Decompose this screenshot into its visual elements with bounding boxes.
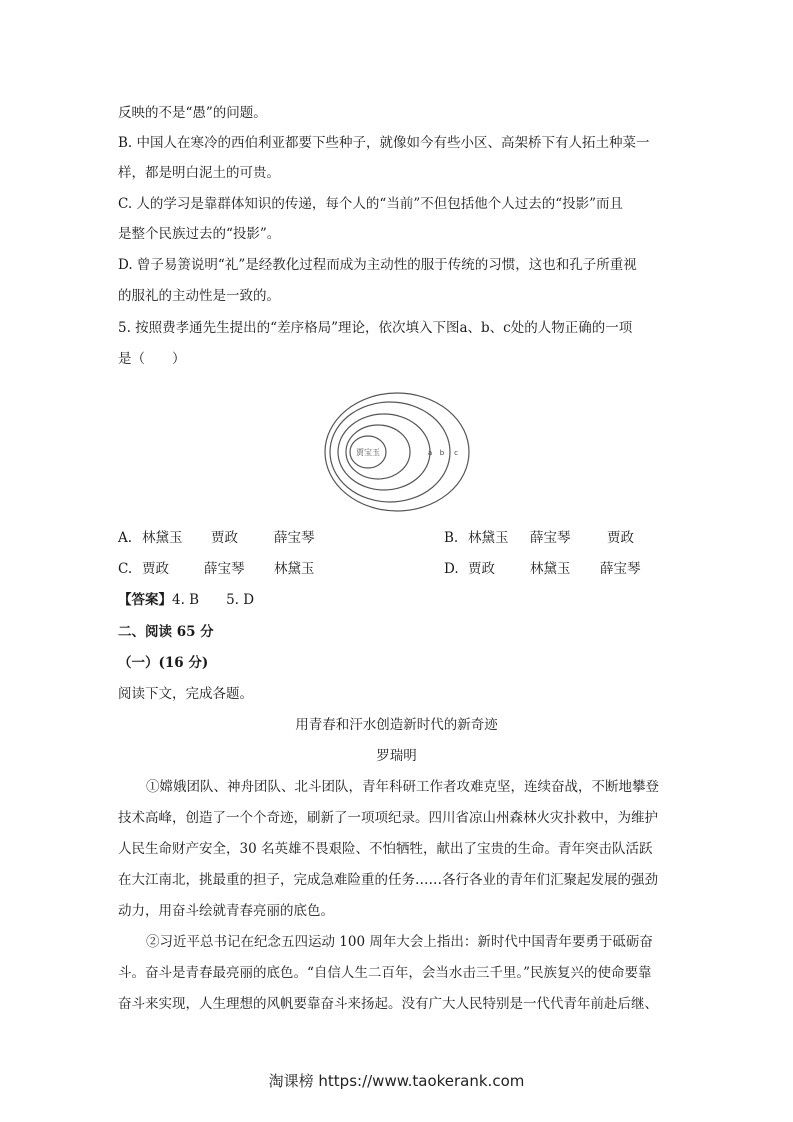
question-5-text: 5. 按照费孝通先生提出的“差序格局”理论，依次填入下图a、b、c处的人物正确的一项 <box>118 320 633 336</box>
option-c-key: C. <box>118 561 133 577</box>
option-d-item-2: 林黛玉 <box>530 561 571 577</box>
answer-text: 4. B 5. D <box>172 592 255 608</box>
paragraph-2-line: 斗。奋斗是青春最亮丽的底色。“自信人生二百年，会当水击三千里。”民族复兴的使命要靠 <box>118 965 652 981</box>
concentric-circles-diagram <box>322 390 472 514</box>
subsection-heading: （一）(16 分) <box>118 655 209 671</box>
paragraph-1-line: 动力，用奋斗绘就青春亮丽的底色。 <box>118 903 334 919</box>
label-c: c <box>454 449 458 457</box>
label-b: b <box>439 449 445 457</box>
instruction: 阅读下文，完成各题。 <box>118 686 253 702</box>
paragraph-2-line: ②习近平总书记在纪念五四运动 100 周年大会上指出：新时代中国青年要勇于砥砺奋 <box>146 934 653 950</box>
text-line: 的服礼的主动性是一致的。 <box>118 288 280 304</box>
text-line: 反映的不是“愚”的问题。 <box>118 105 267 121</box>
option-c-text: C. 人的学习是靠群体知识的传递，每个人的“当前”不但包括他个人过去的“投影”而且 <box>118 196 624 212</box>
option-d-text: D. 曾子易箦说明“礼”是经教化过程而成为主动性的服于传统的习惯，这也和孔子所重视 <box>118 257 637 273</box>
article-title: 用青春和汗水创造新时代的新奇迹 <box>295 717 498 733</box>
option-b-item-2: 薛宝琴 <box>530 530 571 546</box>
paragraph-1-line: ①嫦娥团队、神舟团队、北斗团队，青年科研工作者攻难克坚，连续奋战，不断地攀登 <box>146 779 659 795</box>
option-c-item-2: 薛宝琴 <box>204 561 245 577</box>
section-heading: 二、阅读 65 分 <box>118 624 214 640</box>
footer-watermark: 淘课榜 https://www.taokerank.com <box>268 1072 525 1090</box>
option-b-item-1: 林黛玉 <box>468 530 509 546</box>
option-a-item-2: 贾政 <box>211 530 238 546</box>
center-label: 贾宝玉 <box>356 448 380 457</box>
text-line: 样，都是明白泥土的可贵。 <box>118 165 280 181</box>
paragraph-1-line: 在大江南北，挑最重的担子，完成急难险重的任务……各行各业的青年们汇聚起发展的强劲 <box>118 872 658 888</box>
option-a-item-1: 林黛玉 <box>142 530 183 546</box>
option-b-key: B. <box>444 530 459 546</box>
paragraph-2-line: 奋斗来实现，人生理想的风帆要靠奋斗来扬起。没有广大人民特别是一代代青年前赴后继、 <box>118 996 658 1012</box>
text-line: 是整个民族过去的“投影”。 <box>118 226 281 242</box>
option-a-item-3: 薛宝琴 <box>274 530 315 546</box>
paragraph-1-line: 技术高峰，创造了一个个奇迹，刷新了一项项纪录。四川省凉山州森林火灾扑救中，为维护 <box>118 810 658 826</box>
answer-line <box>118 590 254 610</box>
option-d-key: D. <box>444 561 459 577</box>
option-d-item-1: 贾政 <box>468 561 495 577</box>
option-a-key: A. <box>118 530 133 546</box>
paragraph-1-line: 人民生命财产安全，30 名英雄不畏艰险、不怕牺牲，献出了宝贵的生命。青年突击队活跃 <box>118 841 653 857</box>
option-d-item-3: 薛宝琴 <box>600 561 641 577</box>
text-line: 是（ ） <box>118 351 186 367</box>
article-author: 罗瑞明 <box>376 748 417 764</box>
option-b-text: B. 中国人在寒冷的西伯利亚都要下些种子，就像如今有些小区、高架桥下有人拓土种菜一 <box>118 135 650 151</box>
option-b-item-3: 贾政 <box>607 530 634 546</box>
option-c-item-1: 贾政 <box>142 561 169 577</box>
answer-label: 【答案】 <box>118 592 172 608</box>
label-a: a <box>427 449 433 457</box>
option-c-item-3: 林黛玉 <box>274 561 315 577</box>
